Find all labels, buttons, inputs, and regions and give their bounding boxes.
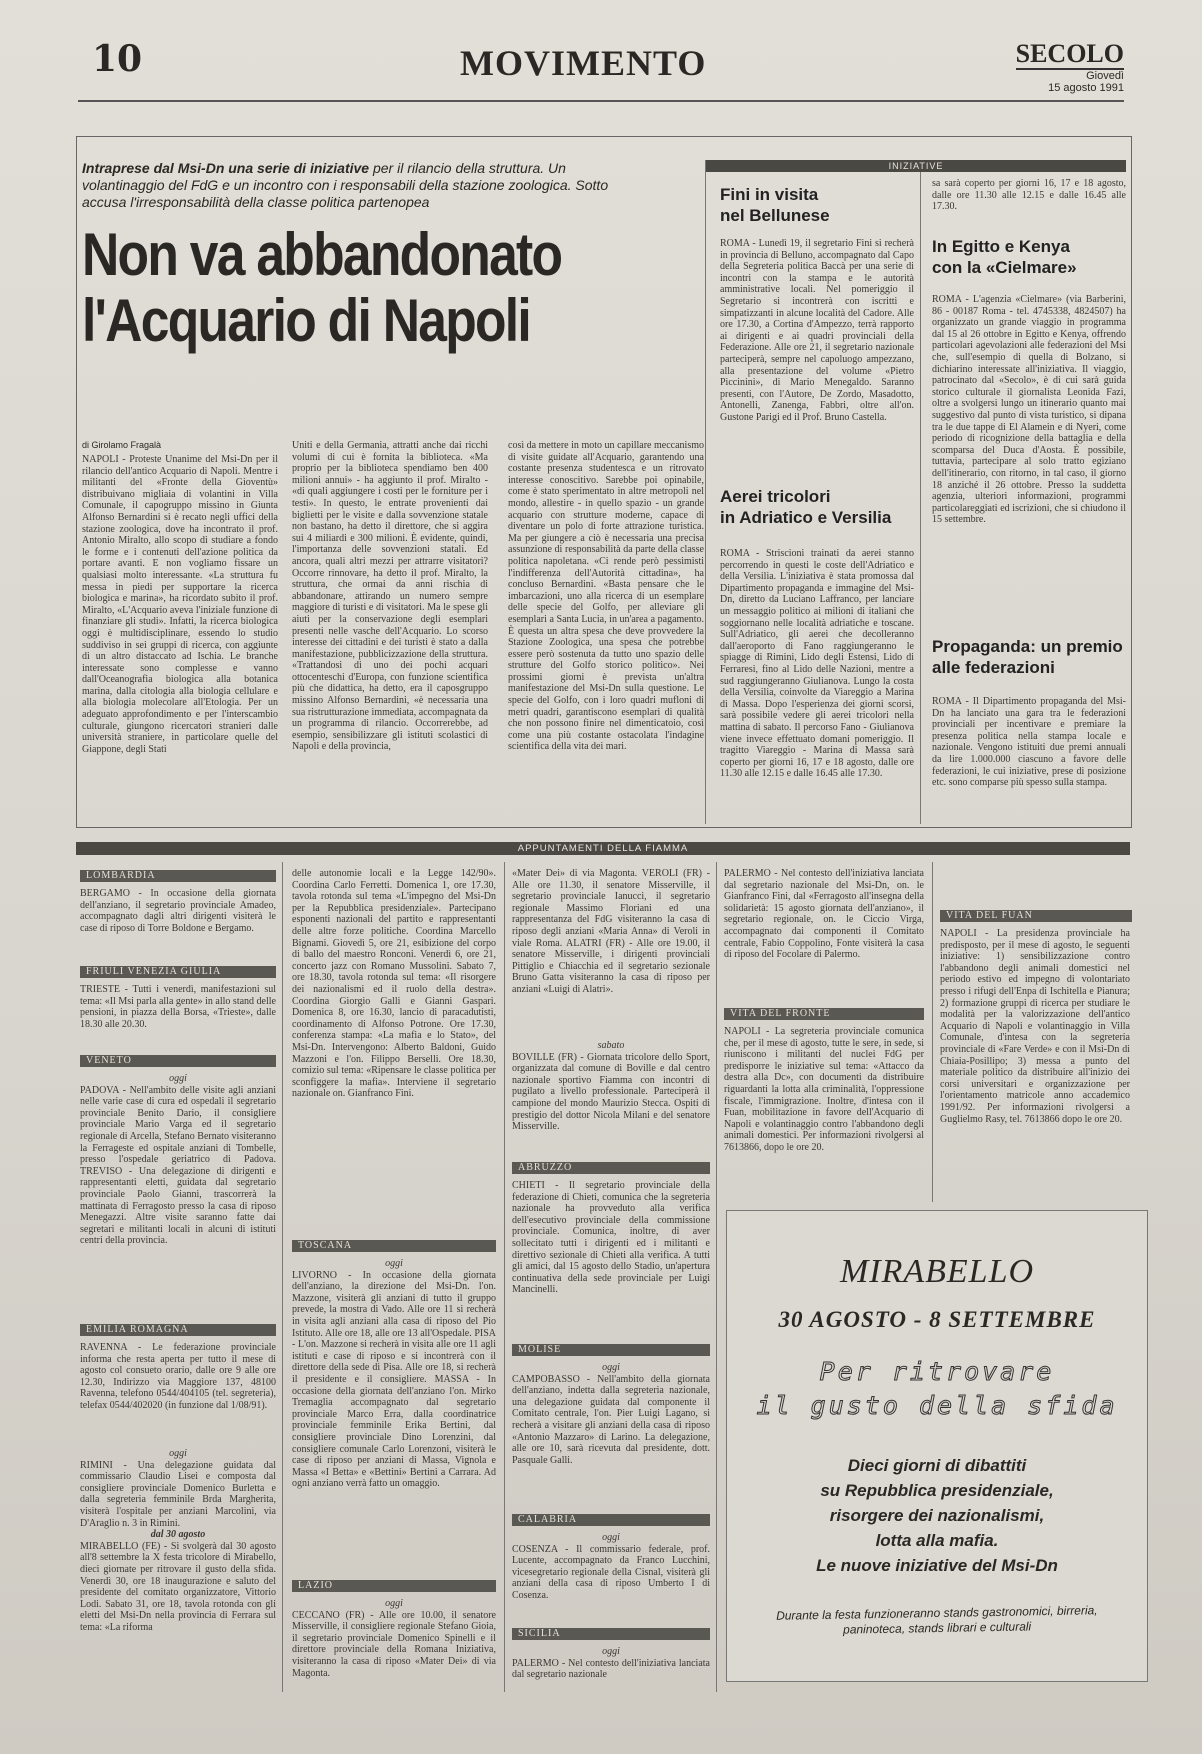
toscana-text: LIVORNO - In occasione della giornata dell'anziano, la direzione del Msi-Dn. l'on. Mazzone, visiterà gli anziani di tutto il gruppo prevede, la mostra di Vado. Alle ore 11 si recherà in visita agli anziani alla casa di riposo del Pio Istituto. Alle ore 18, alle ore 13 all'Ospedale. PISA - L'on. Mazzone si recherà in visita alle ore 11 agli istituti e case di riposo e si incontrerà con il direttore della sede di Pisa. Alle ore 18, si recherà il presidente e il consigliere. MASSA - In occasione della giornata dell'anziano l'on. Mirko Tremaglia accompagnato dal segretario provinciale Marco Erra, dalla coordinatrice provinciale femminile Erika Bertini, dal consigliere provinciale Dino Lorenzini, dal consigliere comunale Carlo Lorenzoni, visiterà le case di riposo per anziani di Massa, Vignola e Massa «I Betta» e «Bettini» Bertini a Carrara. Ad ogni anziano verrà fatto un omaggio. [292,1269,496,1490]
article-headline [82,222,581,354]
column-divider [504,862,505,1692]
mirabello-program-text: delle autonomie locali e la Legge 142/90». Coordina Carlo Ferretti. Domenica 1, ore 17.30, tavola rotonda sul tema «L'impegno del Msi-Dn per la Repubblica presidenziale». Partecipano esponenti nazionali del partito e rappresentanti delle altre forze politiche. Coordina Marcello Bignami. Giovedì 5, ore 21, esibizione del corpo di ballo del maestro Ronconi. Venerdì 6, ore 21, concerto jazz con Romano Mussolini. Sabato 7, ore 18.30, tavola rotonda sul tema: «Il risorgere dei nazionalismi ed il ruolo della destra». Coordina Giorgio Galli e Gianni Gaspari. Domenica 8, ore 16.30, lancio di paracadutisti, coordinamento di Alfonso Potrone. Ore 17.30, conferenza stampa: «La mafia e lo Stato», del Msi-Dn. Intervengono: Alberto Baldoni, Guido Mazzoni e l'on. Filippo Berselli. Ore 18.30, comizio sul tema: «Ripensare le classe politica per sconfiggere la mafia». Interviene il segretario nazionale on. Gianfranco Fini. [292,868,496,1100]
calabria-oggi: oggi [602,1532,620,1543]
mirabello-text: MIRABELLO (FE) - Si svolgerà dal 30 agosto all'8 settembre la X festa tricolore di Mirabello, dieci giornate per ritrovare il gusto della sfida. Venerdì 30, ore 18 inaugurazione e saluto del presidente del comitato organizzatore, Vittorio Lodi. Sabato 31, ore 18, tavola rotonda con gli eletti del Msi-Dn nella provincia di Ferrara sul tema: «La riforma [80,1540,276,1633]
propaganda-headline [932,636,1128,678]
fini-headline [720,184,910,226]
rimini-block [80,1448,276,1692]
lead-column-1: NAPOLI - Proteste Unanime del Msi-Dn per il rilancio dell'antico Acquario di Napoli. Mentre i militanti del «Fronte della Gioventù» distribuivano migliaia di volantini in Villa Comunale, il capogruppo missino in Giunta Alfonso Bernardini si è recato negli uffici della stazione zoologica, dove ha incontrato il prof. Antonio Miralto, allo scopo di studiare a fondo le forme e i contenuti dell'azione politica da portare avanti. E non vogliamo fissare un qualsiasi molto interessante. «La struttura fu messa in piedi per supportare la ricerca biologica e marina», ha ricordato subito il prof. Miralto, «L'Acquario aveva l'iniziale funzione di finanziare gli studi». Infatti, la ricerca biologica oggi è multidisciplinare, essendo lo studio suddiviso in sei gruppi di ricerca, con aggiunte di un altro distaccato ad Ischia. Le branche interessate sono complesse e vanno dall'Oceanografia biologica alla botanica marina, dalla citologia alla biologia cellulare e alla biologia molecolare all'Etologia. Per un adeguato approfondimento e per l'interscambio culturale, giungono ricercatori stranieri dalle università straniere, in particolare quelle del Giappone, degli Stati [82,454,278,755]
ad-note: Durante la festa funzioneranno stands gastronomici, birreria, paninoteca, stands librari e culturali [775,1603,1098,1637]
egitto-headline [932,236,1128,278]
egitto-title-2: con la «Cielmare» [932,258,1077,277]
region-toscana: TOSCANA [292,1240,496,1252]
emilia-text: RAVENNA - Le federazione provinciale informa che resta aperta per tutto il mese di agosto col consueto orario, dalle ore 9 alle ore 12.30, Indirizzo via Maggiore 137, 48100 Ravenna, telefono 0544/404105 (tel. segreteria), telefax 0544/402020 (in funzione dal 1/08/91). [80,1342,276,1411]
molise-block [512,1362,710,1512]
sicilia-intro: PALERMO - Nel contesto dell'iniziativa lanciata dal segretario nazionale [512,1657,710,1681]
region-vita-fuan: VITA DEL FUAN [940,910,1132,922]
appuntamenti-bar: APPUNTAMENTI DELLA FIAMMA [76,842,1130,855]
toscana-oggi: oggi [385,1258,403,1269]
lead-column-3: così da mettere in moto un capillare meccanismo di visite guidate all'Acquario, garantendo una costante presenza studentesca e un ritrovato interesse conoscitivo. Sarebbe poi opinabile, come è stato sperimentato in altre metropoli nel mondo, allestire - in quello spazio - un grande acquario con strutture moderne, capace di diventare un polo di forte attrazione turistica. Ma per giungere a ciò è necessaria una precisa assunzione di responsabilità da parte della classe politica napoletana. «Ci rende però pessimisti l'indifferenza dell'Autorità cittadina», ha concluso Bernardini. «Basta pensare che le imbarcazioni, uno alla ricerca di un esemplare delle specie del Golfo, per alleviare gli esemplari a Santa Lucia, in un'area a pagamento. È questa un altra spesa che deve provvedere la Stazione Zoologica, una spesa che potrebbe essere però sostenuta da tutto uno spazio delle strutture del Golfo storico politico». Nei prossimi giorni è prevista un'altra manifestazione del Msi-Dn sulla questione. Le specie del Golfo, con i loro quadri mufloni di metri quadri, garantiscono esemplari di qualità che non possono finire nel dimenticatoio, così come una più costante ostacolata l'indagine scientifica della vita dei mari. [508,440,704,753]
aerei-title-2: in Adriatico e Versilia [720,508,892,527]
propaganda-text: ROMA - Il Dipartimento propaganda del Msi-Dn ha lanciato una gara tra le federazioni provinciali per incentivare e premiare la presenza politica nella stampa locale e nazionale. Vengono istituiti due premi annuali da lire 1.000.000 ciascuno a favore delle federazioni, le cui iniziative, prese di posizione etc. sono comparse più spesso sulla stampa. [932,696,1126,789]
article-kicker [82,160,652,211]
boville-text: BOVILLE (FR) - Giornata tricolore dello Sport, organizzata dal comune di Boville e dal centro nazionale sportivo Fiamma con incontri di pugilato a livello professionale. Parteciperà il campione del mondo Maurizio Stecca. Ospiti di prestigio del dottor Nicola Milani e del senatore Misserville. [512,1051,710,1133]
calabria-text: COSENZA - Il commissario federale, prof. Lucente, accompagnato da Franco Lucchini, vicesegretario regionale della Cisnal, visiterà gli anziani della casa di riposo Umberto I di Cosenza. [512,1543,710,1601]
section-title: MOVIMENTO [460,43,707,83]
region-molise: MOLISE [512,1344,710,1356]
aerei-text: ROMA - Striscioni trainati da aerei stanno percorrendo in questi le coste dell'Adriatico e della Versilia. L'iniziativa è stata promossa dal Dipartimento propaganda e immagine del Msi-Dn, diretto da Luciano Laffranco, per lanciare un messaggio politico ai milioni di italiani che soggiornano nelle località adriatiche e toscane. Sull'Adriatico, gli aerei che decolleranno dall'aeroporto di Fano raggiungeranno le spiagge di Rimini, Lido degli Estensi, Lido di Ferraresi, fino al Lido delle Nazioni, mentre a sud raggiungeranno Giulianova. Lungo la costa della Versilia, coinvolte da Viareggio a Marina di Massa. Dopo l'esperienza dei giorni scorsi, sarà possibile vedere gli aerei tricolori nella mattina di sabato. Il percorso Fano - Giulianova viene invece effettuato domani pomeriggio. Il tragitto Viareggio - Marina di Massa sarà coperto per giorni 16, 17 e 18 agosto, dalle ore 11.30 alle 12.15 e dalle 16.45 alle 17.30. [720,548,914,780]
prop-title-1: Propaganda: un premio [932,637,1123,656]
friuli-text: TRIESTE - Tutti i venerdì, manifestazioni sul tema: «Il Msi parla alla gente» in allo stand delle pensioni, in piazza della Borsa, «Trieste», dalle 18.30 alle 20.30. [80,984,276,1030]
headline-line-1: Non va abbandonato [82,221,562,288]
aerei-headline [720,486,916,528]
veneto-text: PADOVA - Nell'ambito delle visite agli anziani nelle varie case di cura ed ospedali il segretario provinciale Benito Dario, il consigliere provinciale Mario Varga ed il segretario regionale di Arcella, Stefano Bernato visiteranno la Ferrageste ed ospitale anziani di Tombelle, presso l'ospedale geriatrico di Padova. TREVISO - Una delegazione di dirigenti e rappresentanti eletti, guidata dal segretario provinciale Paolo Gianni, trascorrerà la mattinata di Ferragosto presso la casa di riposo Menegazzi. Altre visite saranno fatte dai segretari e militanti locali in alcuni di istituti centri della provincia. [80,1084,276,1247]
ad-motto [727,1355,1147,1423]
rimini-text: RIMINI - Una delegazione guidata dal commissario Claudio Lisei e composta dal consigliere provinciale Domenico Burletta e dalla segreteria femminile Brda Margherita, visiterà l'ospitale per anziani Marcolini, via D'Araglio n. 3 in Rimini. [80,1459,276,1529]
mirabello-advertisement [726,1210,1148,1682]
column-divider [282,862,283,1692]
region-lombardia: LOMBARDIA [80,870,276,882]
date-weekday: Giovedì [1086,70,1124,82]
boville-block [512,1040,710,1158]
kicker-rest: per il rilancio della struttura. Un volantinaggio del FdG e un incontro con i responsabili della stazione zoologica. Sotto accusa l'irresponsabilità della classe politica partenopea [82,160,609,210]
lazio-text: CECCANO (FR) - Alle ore 10.00, il senatore Misserville, il consigliere regionale Stefano Gioia, il segretario provinciale Domenico Spinelli e il direttore provinciale della Romana Iniziativa, visiteranno la casa di riposo «Mater Dei» di via Magonta. [292,1609,496,1679]
calabria-block [512,1532,710,1624]
sicilia-oggi: oggi [602,1646,620,1657]
header-rule [78,100,1124,102]
ad-topic-4: lotta alla mafia. [875,1531,999,1550]
fini-text: ROMA - Lunedì 19, il segretario Fini si recherà in provincia di Belluno, accompagnato dal Capo della Segreteria politica Baccà per una serie di incontri con la stampa e le autorità amministrative locali. Nel pomeriggio il Segretario si incontrerà con iscritti e simpatizzanti in alcune località del Cadore. Alle ore 17.30, a Cortina d'Ampezzo, terrà rapporto ai dirigenti e ai quadri provinciali della Federazione. Alle ore 21, il segretario nazionale parteciperà, sempre nel capoluogo ampezzano, alla presentazione del volume «Pietro Piccinini», di Mario Menegaldo. Saranno presenti, con l'Autore, De Zordo, Masadotto, Antonelli, Zanenga, Fabbri, oltre all'on. Gustone Parigi ed il Prof. Bruno Castella. [720,238,914,423]
toscana-block [292,1258,496,1578]
ad-title: MIRABELLO [839,1253,1035,1290]
ad-topic-1: Dieci giorni di dibattiti [847,1456,1027,1475]
molise-text: CAMPOBASSO - Nell'ambito della giornata dell'anziano, indetta dalla segreteria nazionale, una delegazione guidata dal componente il Comitato centrale, l'on. Pier Luigi Lagano, si recherà a visitare gli anziani della casa di riposo «Antonio Mazzaro» di Larino. La delegazione, alle ore 10, sarà ricevuta dal presidente, dott. Pasquale Galli. [512,1373,710,1466]
ad-motto-line-2: il gusto della sfida [756,1391,1118,1420]
ad-dates: 30 AGOSTO - 8 SETTEMBRE [778,1307,1096,1332]
region-friuli: FRIULI VENEZIA GIULIA [80,966,276,978]
fuan-text: NAPOLI - La presidenza provinciale ha predisposto, per il mese di agosto, le seguenti iniziative: 1) sensibilizzazione contro l'abbandono degli animali domestici nel periodo estivo ed impegno di volontariato presso i rifugi dell'Enpa di Ischitella e Pianura; 2) formazione gruppi di ricerca per studiare le modalità per la valorizzazione dell'antico Acquario di Napoli e volantinaggio in Villa Comunale, d'intesa con la segreteria provinciale di «Fare Verde» e con il Msi-Dn di Chiaia-Posillipo; 3) messa a punto del materiale politico da distribuire all'inizio dei corsi universitari e organizzazione per l'orientamento matricole anno accademico 1991/92. Per informazioni rivolgersi a Guglielmo Rasy, tel. 7613866 dopo le ore 20. [940,928,1130,1125]
aerei-continuation: sa sarà coperto per giorni 16, 17 e 18 agosto, dalle ore 11.30 alle 12.15 e dalle 16.45 alle 17.30. [932,178,1126,213]
region-calabria: CALABRIA [512,1514,710,1526]
region-veneto: VENETO [80,1055,276,1067]
page-number: 10 [92,38,143,80]
boville-sabato: sabato [597,1040,625,1051]
palermo-text: PALERMO - Nel contesto dell'iniziativa lanciata dal segretario nazionale del Msi-Dn, on. le Gianfranco Fini, dal «Ferragosto all'insegna della solidarietà: 15 agosto giornata dell'anziano», il segretario regionale, on. le Ciccio Virga, accompagnato dai componenti il Comitato centrale, Fabio Coppolino, Fonte visiterà la casa di riposo del Focolare di Palermo. [724,868,924,961]
date-full: 15 agosto 1991 [1048,82,1124,94]
region-lazio: LAZIO [292,1580,496,1592]
egitto-title-1: In Egitto e Kenya [932,237,1070,256]
column-divider [932,862,933,1202]
ad-topic-2: su Repubblica presidenziale, [820,1481,1054,1500]
kicker-bold: Intraprese dal Msi-Dn una serie di iniziative [82,160,370,176]
veneto-block [80,1073,276,1323]
region-emilia: EMILIA ROMAGNA [80,1324,276,1336]
ad-motto-line-1: Per ritrovare [819,1357,1055,1386]
iniziative-bar: INIZIATIVE [706,160,1126,172]
aerei-title-1: Aerei tricolori [720,487,831,506]
fini-title-2: nel Bellunese [720,206,830,225]
newspaper-name: SECOLO [1015,39,1124,68]
frosinone-text: «Mater Dei» di via Magonta. VEROLI (FR) - Alle ore 11.30, il senatore Misserville, il segretario provinciale Ianucci, il segretario regionale Massimo Floriani ed una rappresentanza del FdG visiteranno la casa di riposo degli anziani «Maria Anna» di Veroli in viale Roma. ALATRI (FR) - Alle ore 19.00, il senatore Misserville, i dirigenti provinciali Pittiglio e Chiacchia ed il segretario sezionale Bruno Gatta visiteranno la casa di riposo per anziani «Luigi di Alatri». [512,868,710,995]
lombardia-text: BERGAMO - In occasione della giornata dell'anziano, il segretario provinciale Amadeo, accompagnato dagli altri dirigenti visiterà le case di riposo di Torre Boldone e Bergamo. [80,888,276,934]
headline-line-2: l'Acquario di Napoli [82,287,531,354]
region-vita-fronte: VITA DEL FRONTE [724,1008,924,1020]
region-sicilia: SICILIA [512,1628,710,1640]
lazio-oggi: oggi [385,1598,403,1609]
abruzzo-text: CHIETI - Il segretario provinciale della federazione di Chieti, comunica che la segreteria nazionale ha provveduto alla verifica dell'esecutivo provinciale della commissione provinciale. Comunica, inoltre, di aver sollecitato tutti i dirigenti ed i militanti e direttivo sezionale di Chieti alla verifica. A tutti gli amici, dal 15 agosto dello Stadio, un'apertura continuativa della sede provinciale per Luigi Mancinelli. [512,1180,710,1296]
fronte-text: NAPOLI - La segreteria provinciale comunica che, per il mese di agosto, tutte le sere, in sede, si riuniscono i militanti del nuclei FdG per predisporre le iniziative sul tema: «Attacco da destra alla Dc», con documenti da distribuire riguardanti la lotta alla criminalità, l'oppressione fiscale, l'immigrazione. Inoltre, d'intesa con il Fuan, mobilitazione in favore dell'Acquario di Napoli e volantinaggio contro l'abbandono degli animali domestici. Per informazioni rivolgersi al 7613866, dopo le ore 20. [724,1026,924,1153]
lead-column-2: Uniti e della Germania, attratti anche dai ricchi volumi di cui è fornita la biblioteca. «Ma proprio per la biblioteca spendiamo ben 400 milioni annui» - ha aggiunto il prof. Miralto - «di quali aggiungere i costi per le forniture per i testi». In questo, le entrate provenienti dai biglietti per le visite e dalla sovvenzione statale non bastano, ha detto il direttore, che si aggira sui 4 miliardi e 300 milioni. È evidente, quindi, l'importanza delle sovvenzioni statali. Ed ancora, quali altri mezzi per attrarre visitatori? Occorre rinnovare, ha detto il prof. Miralto, la struttura, che ormai da anni rischia di abbandonare, attirando un numero sempre maggiore di turisti e di visitatori. Ma le spese gli aiuti per la conservazione degli esemplari presenti nelle vasche dell'Acquario. Lo scorso interesse dei cittadini e dei turisti è stato a dalla manifestazione, pubblicizzazione della struttura. «Trattandosi di uno dei pochi acquari ottocenteschi d'Europa, con funzione scientifica più che didattica, ha detto, era il caposgruppo missino Alfonso Bernardini, «è necessaria una sua ristrutturazione immediata, accompagnata da un programma di rilancio. Occorrerebbe, ad esempio, sensibilizzare gli istituti scolastici di Napoli e della provincia, [292,440,488,753]
lazio-block [292,1598,496,1692]
molise-oggi: oggi [602,1362,620,1373]
ad-topic-3: risorgere dei nazionalismi, [829,1506,1045,1525]
veneto-oggi: oggi [169,1073,187,1084]
column-divider [920,172,921,824]
region-abruzzo: ABRUZZO [512,1162,710,1174]
article-byline: di Girolamo Fragalà [82,440,162,450]
masthead [1016,40,1124,94]
fini-title-1: Fini in visita [720,185,819,204]
sicilia-block [512,1646,710,1692]
rimini-oggi: oggi [169,1448,187,1459]
ad-topic-5: Le nuove iniziative del Msi-Dn [816,1556,1058,1575]
column-divider [705,160,706,824]
mirabello-date: dal 30 agosto [150,1529,206,1541]
egitto-text: ROMA - L'agenzia «Cielmare» (via Barberini, 86 - 00187 Roma - tel. 4745338, 4824507) ha organizzato un grande viaggio in programma dal 15 al 26 ottobre in Egitto e Kenya, offrendo particolari agevolazioni alle federazioni del Msi che, sull'esempio di quella di Bolzano, si dichiarino interessate all'iniziativa. Il viaggio, patrocinato dal «Secolo», è di cui sarà guida storico culturale il giornalista Leonida Fazi, oltre a svolgersi lungo un itinerario quanto mai suggestivo dal punto di vista turistico, si dipana tra le due tappe di El Alamein e di Nyeri, come periodo di ricognizione della battaglia e della scomparsa del Duca d'Aosta. È possibile, tuttavia, partecipare al solo tratto egiziano dell'itinerario, con ritorno, in tal caso, il giorno 18 anziché il 26 ottobre. Presso la suddetta agenzia, ulteriori informazioni, programmi particolareggiati ed iscrizioni, che si chiudono il 15 settembre. [932,294,1126,526]
prop-title-2: alle federazioni [932,658,1055,677]
ad-topics [727,1453,1147,1578]
column-divider [716,862,717,1692]
